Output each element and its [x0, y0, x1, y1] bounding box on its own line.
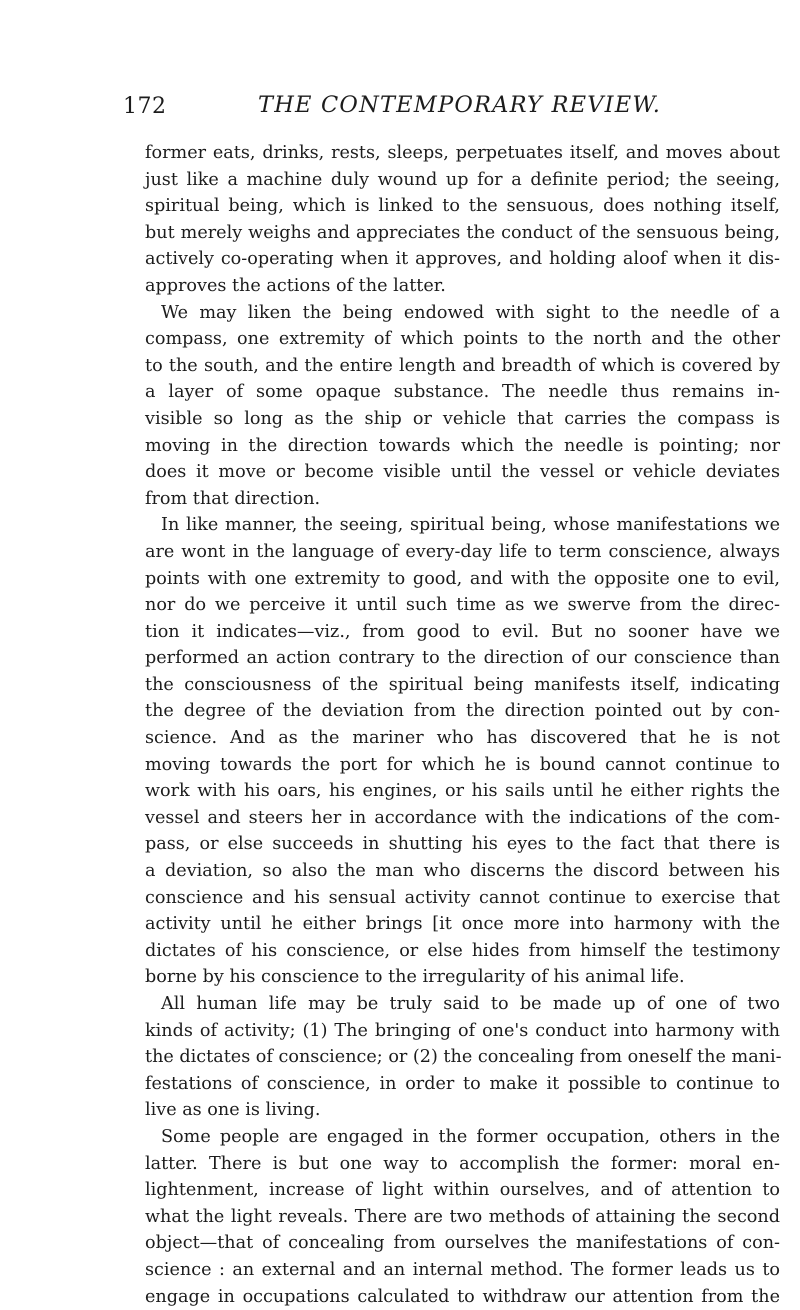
text-line: what the light reveals. There are two methods of attaining the second — [145, 1206, 780, 1227]
text-line: moving towards the port for which he is bound cannot continue to — [145, 754, 780, 775]
text-line: borne by his conscience to the irregularity of his animal life. — [145, 967, 685, 988]
text-line: work with his oars, his engines, or his sails until he either rights the — [145, 781, 780, 802]
text-line: nor do we perceive it until such time as we swerve from the direc- — [145, 595, 780, 616]
text-line: former eats, drinks, rests, sleeps, perpetuates itself, and moves about — [145, 143, 780, 163]
text-line: lightenment, increase of light within ourselves, and of attention to — [145, 1180, 780, 1201]
text-line: festations of conscience, in order to make it possible to continue to — [145, 1073, 780, 1094]
text-line: conscience and his sensual activity cannot continue to exercise that — [145, 887, 780, 908]
text-line: tion it indicates—viz., from good to evil. But no sooner have we — [145, 621, 780, 642]
page-number: 172 — [123, 94, 167, 119]
text-line: from that direction. — [145, 488, 321, 509]
text-line: We may liken the being endowed with sight to the needle of a — [161, 302, 780, 323]
text-line: kinds of activity; (1) The bringing of one's conduct into harmony with — [145, 1020, 780, 1041]
text-line: just like a machine duly wound up for a definite period; the seeing, — [145, 169, 780, 190]
text-line: compass, one extremity of which points to the north and the other — [145, 329, 780, 350]
text-line: object—that of concealing from ourselves the manifestations of con- — [145, 1233, 780, 1254]
text-line: engage in occupations calculated to withdraw our attention from the — [145, 1286, 780, 1307]
text-line: In like manner, the seeing, spiritual being, whose manifestations we — [161, 515, 780, 536]
text-line: the consciousness of the spiritual being manifests itself, indicating — [145, 674, 780, 695]
text-line: vessel and steers her in accordance with the indications of the com- — [145, 807, 780, 828]
text-line: All human life may be truly said to be made up of one of two — [161, 994, 780, 1014]
text-line: actively co-operating when it approves, and holding aloof when it dis- — [145, 249, 780, 270]
text-line: a layer of some opaque substance. The needle thus remains in- — [145, 382, 780, 403]
text-line: live as one is living. — [145, 1100, 321, 1121]
text-line: spiritual being, which is linked to the sensuous, does nothing itself, — [145, 196, 780, 217]
body-text — [145, 140, 780, 1310]
page-header — [123, 88, 783, 128]
text-line: performed an action contrary to the direction of our conscience than — [145, 648, 780, 669]
text-line: science : an external and an internal method. The former leads us to — [145, 1259, 780, 1280]
text-line: science. And as the mariner who has discovered that he is not — [145, 728, 780, 749]
running-head: THE CONTEMPORARY REVIEW. — [258, 92, 662, 118]
text-line: approves the actions of the latter. — [145, 275, 446, 296]
text-line: the dictates of conscience; or (2) the concealing from oneself the mani- — [145, 1047, 782, 1068]
text-line: pass, or else succeeds in shutting his eyes to the fact that there is — [145, 834, 780, 855]
text-line: points with one extremity to good, and with the opposite one to evil, — [145, 568, 780, 589]
text-line: dictates of his conscience, or else hides from himself the testimony — [145, 940, 780, 961]
text-line: activity until he either brings [it once more into harmony with the — [145, 914, 780, 935]
text-line: does it move or become visible until the vessel or vehicle deviates — [145, 462, 780, 483]
text-line: visible so long as the ship or vehicle that carries the compass is — [145, 408, 780, 429]
text-line: to the south, and the entire length and breadth of which is covered by — [145, 355, 780, 376]
text-line: Some people are engaged in the former occupation, others in the — [161, 1126, 780, 1147]
text-line: are wont in the language of every-day life to term conscience, always — [145, 541, 780, 562]
text-line: latter. There is but one way to accomplish the former: moral en- — [145, 1153, 780, 1174]
text-line: but merely weighs and appreciates the conduct of the sensuous being, — [145, 222, 780, 243]
text-line: the degree of the deviation from the direction pointed out by con- — [145, 701, 780, 722]
text-line: a deviation, so also the man who discerns the discord between his — [145, 861, 780, 882]
text-line: moving in the direction towards which the needle is pointing; nor — [145, 435, 780, 456]
